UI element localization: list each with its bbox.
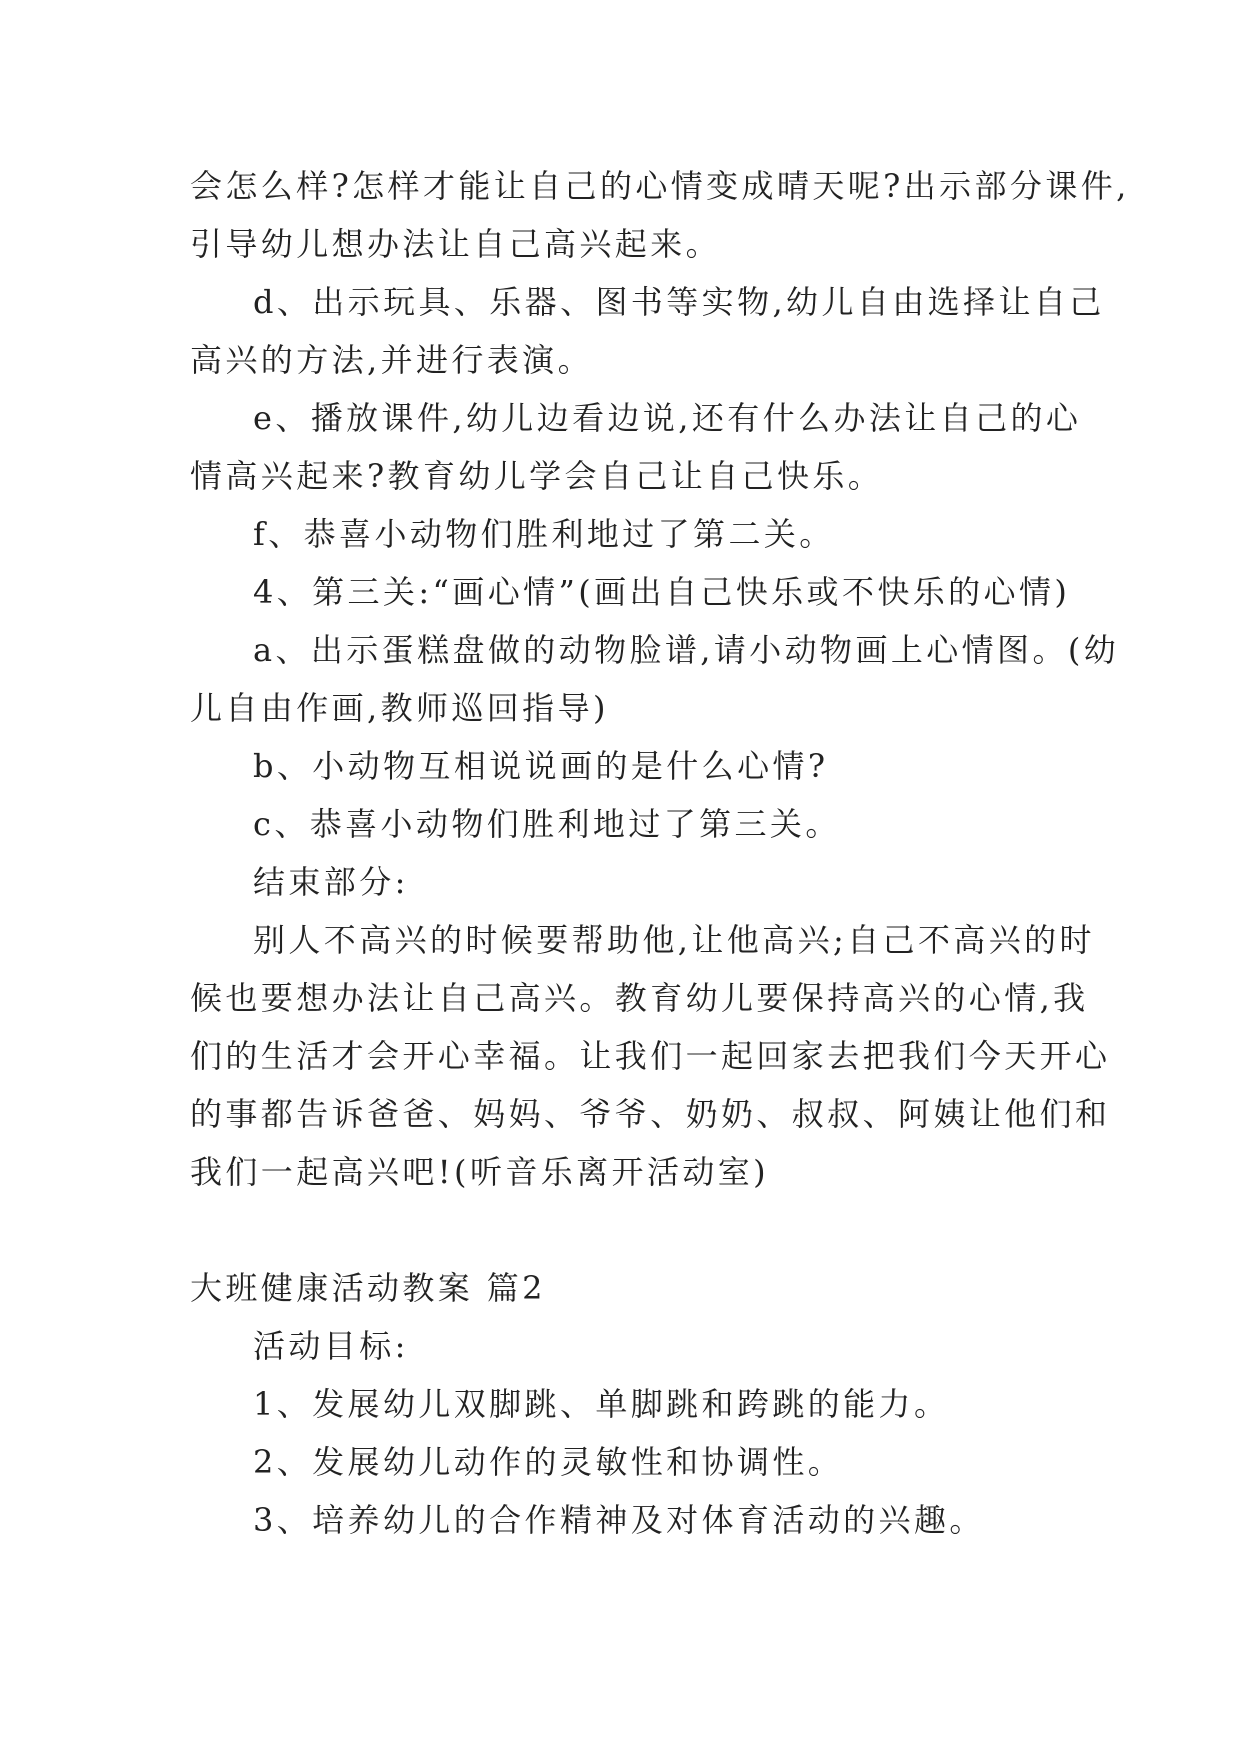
text-line: f、恭喜小动物们胜利地过了第二关。 xyxy=(253,515,835,553)
text-line: c、恭喜小动物们胜利地过了第三关。 xyxy=(253,805,841,843)
section-label: 结束部分: xyxy=(253,863,409,901)
text-line: 的事都告诉爸爸、妈妈、爷爷、奶奶、叔叔、阿姨让他们和 xyxy=(190,1095,1111,1133)
text-line: 儿自由作画,教师巡回指导) xyxy=(190,689,609,727)
text-line: e、播放课件,幼儿边看边说,还有什么办法让自己的心 xyxy=(253,399,1082,437)
text-line: 们的生活才会开心幸福。让我们一起回家去把我们今天开心 xyxy=(190,1037,1111,1075)
text-line: a、出示蛋糕盘做的动物脸谱,请小动物画上心情图。(幼 xyxy=(253,631,1120,669)
section-label: 活动目标: xyxy=(253,1327,409,1365)
list-item: 2、发展幼儿动作的灵敏性和协调性。 xyxy=(253,1443,844,1481)
text-line: 情高兴起来?教育幼儿学会自己让自己快乐。 xyxy=(190,457,884,495)
text-line: 我们一起高兴吧!(听音乐离开活动室) xyxy=(190,1153,770,1191)
text-line: b、小动物互相说说画的是什么心情? xyxy=(253,747,829,785)
text-line: 引导幼儿想办法让自己高兴起来。 xyxy=(190,225,722,263)
article-title: 大班健康活动教案 篇2 xyxy=(190,1269,546,1307)
text-line: 4、第三关:“画心情”(画出自己快乐或不快乐的心情) xyxy=(253,573,1071,611)
text-line: d、出示玩具、乐器、图书等实物,幼儿自由选择让自己 xyxy=(253,283,1105,321)
list-item: 3、培养幼儿的合作精神及对体育活动的兴趣。 xyxy=(253,1501,985,1539)
text-line: 候也要想办法让自己高兴。教育幼儿要保持高兴的心情,我 xyxy=(190,979,1089,1017)
text-line: 高兴的方法,并进行表演。 xyxy=(190,341,593,379)
list-item: 1、发展幼儿双脚跳、单脚跳和跨跳的能力。 xyxy=(253,1385,950,1423)
text-line: 会怎么样?怎样才能让自己的心情变成晴天呢?出示部分课件, xyxy=(190,167,1130,205)
text-line: 别人不高兴的时候要帮助他,让他高兴;自己不高兴的时 xyxy=(253,921,1095,959)
